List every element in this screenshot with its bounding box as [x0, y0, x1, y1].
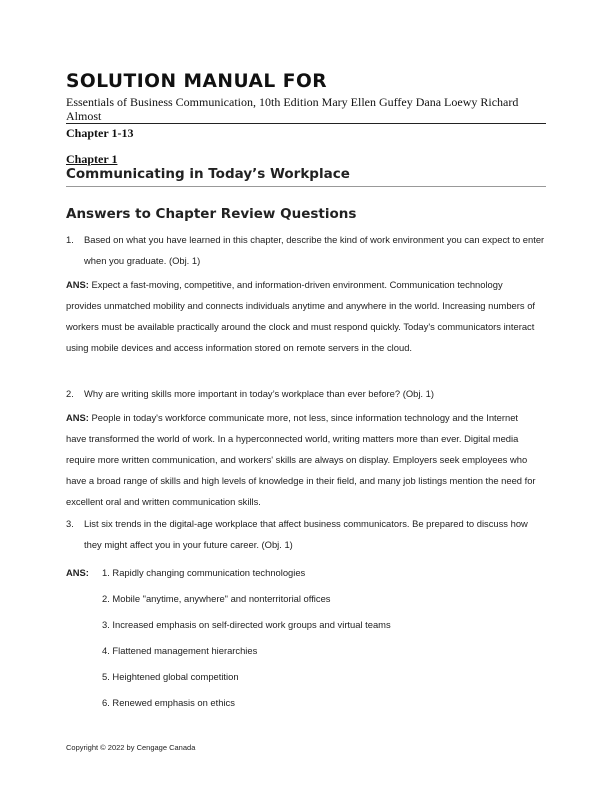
answer-label: ANS: — [66, 412, 89, 423]
answer-text: Expect a fast-moving, competitive, and information-driven environment. Communication technology provides unmatched mobility and connects individuals anytime and anywhere in the world. Increasing numbers of workers must be available practically around the clock and must respond quickly. Today's communicators interact using mobile devices and access information stored on remote servers in the cloud. — [66, 279, 536, 353]
header-divider — [66, 123, 546, 124]
answer-text: People in today's workforce communicate more, not less, since information technology and the Internet have transformed the world of work. In a hyperconnected world, writing matters more than ever. Digital media require more written communication, and workers' skills are always on display. Employers seek employees who have a broad range of skills and high levels of knowledge in their field, and many job listings mention the need for excellent oral and written communication skills. — [66, 412, 536, 507]
question-text: Why are writing skills more important in today’s workplace than ever before? (Obj. 1) — [84, 388, 434, 399]
answer-label: ANS: — [66, 279, 89, 290]
list-item: 5. Heightened global competition — [102, 671, 239, 682]
question-3 — [66, 513, 546, 555]
question-number: 2. — [66, 388, 74, 399]
chapter-range: Chapter 1-13 — [66, 126, 134, 140]
list-item: 1. Rapidly changing communication technologies — [102, 567, 306, 578]
question-text: Based on what you have learned in this chapter, describe the kind of work environment you can expect to enter when you graduate. (Obj. 1) — [84, 234, 545, 266]
answer-2 — [66, 407, 538, 512]
list-item: 6. Renewed emphasis on ethics — [102, 697, 235, 708]
section-heading: Answers to Chapter Review Questions — [66, 206, 357, 222]
book-title: Essentials of Business Communication, 10th Edition Mary Ellen Guffey Dana Loewy Richard Almost — [66, 95, 519, 123]
answer-1 — [66, 274, 538, 358]
question-2 — [66, 383, 546, 404]
chapter-label: Chapter 1 — [66, 152, 118, 166]
chapter-title: Communicating in Today’s Workplace — [66, 166, 350, 182]
question-text: List six trends in the digital-age workplace that affect business communicators. Be prepared to discuss how they might affect you in your future career. (Obj. 1) — [84, 518, 528, 550]
question-1 — [66, 229, 546, 271]
solution-manual-banner: SOLUTION MANUAL FOR — [66, 70, 328, 92]
list-item: 3. Increased emphasis on self-directed work groups and virtual teams — [102, 619, 391, 630]
answer-label: ANS: — [66, 567, 89, 578]
question-number: 3. — [66, 518, 74, 529]
copyright-footer: Copyright © 2022 by Cengage Canada — [66, 743, 196, 752]
list-item: 2. Mobile "anytime, anywhere" and nonterritorial offices — [102, 593, 331, 604]
chapter-divider — [66, 186, 546, 187]
list-item: 4. Flattened management hierarchies — [102, 645, 258, 656]
question-number: 1. — [66, 234, 74, 245]
